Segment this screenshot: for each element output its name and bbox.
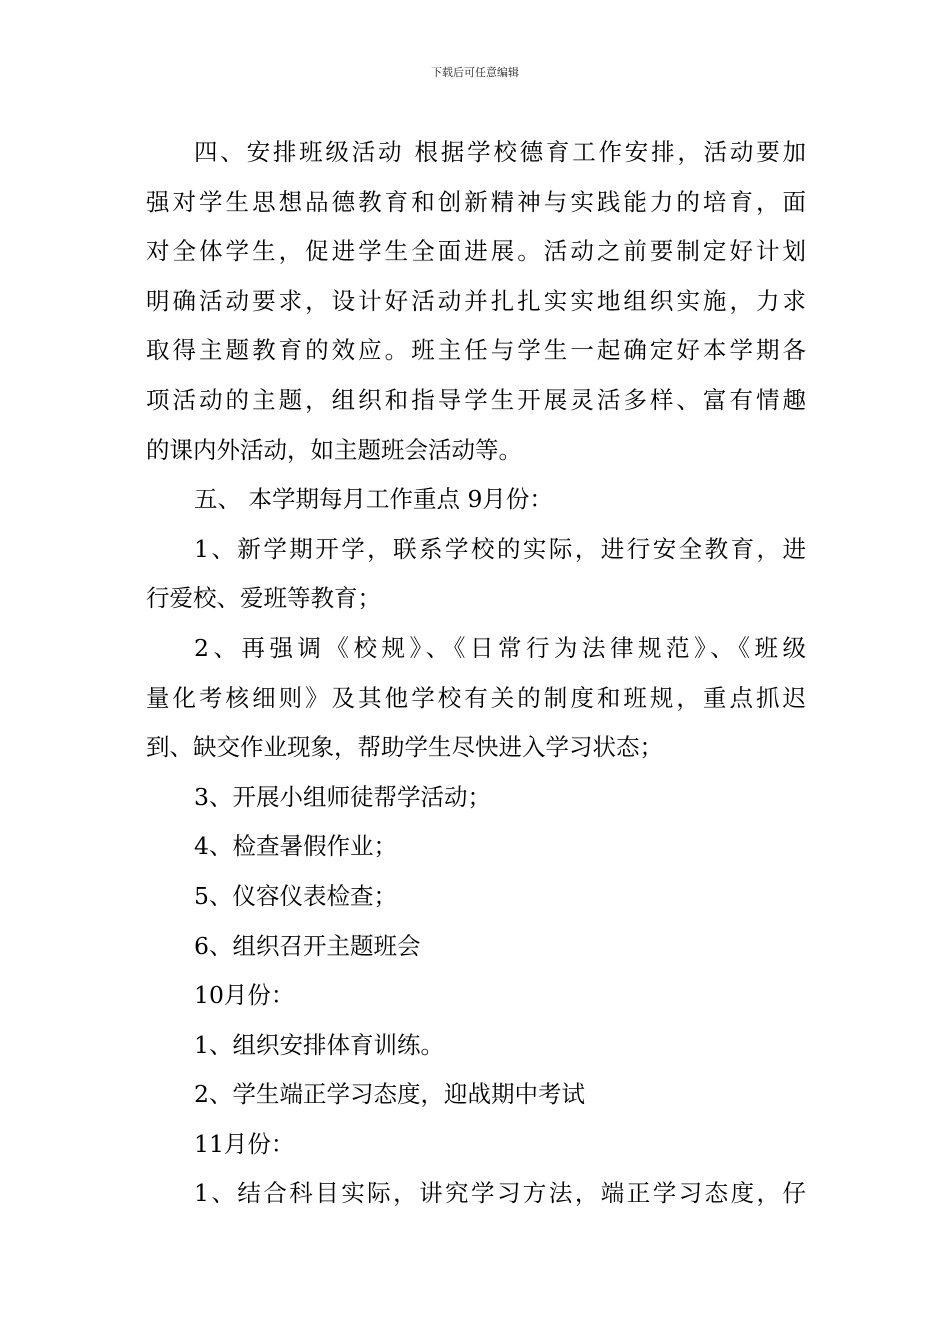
paragraph-line: 取得主题教育的效应。班主任与学生一起确定好本学期各 [146, 336, 806, 365]
list-item-line: 1、组织安排体育训练。 [194, 1030, 444, 1059]
month-heading: 10月份： [194, 981, 295, 1010]
month-heading: 11月份： [194, 1129, 295, 1158]
list-item-line: 2、再强调《校规》、《日常行为法律规范》、《班级 [194, 633, 806, 662]
paragraph-line: 强对学生思想品德教育和创新精神与实践能力的培育，面 [146, 187, 806, 216]
paragraph-line: 的课内外活动，如主题班会活动等。 [146, 435, 522, 464]
list-item-line: 1、结合科目实际，讲究学习方法，端正学习态度，仔 [194, 1179, 806, 1208]
list-item-line: 4、检查暑假作业； [194, 832, 397, 861]
list-item-line: 3、开展小组师徒帮学活动； [194, 782, 491, 811]
paragraph-line: 四、安排班级活动 根据学校德育工作安排，活动要加 [194, 138, 806, 166]
list-item-line: 量化考核细则》及其他学校有关的制度和班规，重点抓迟 [146, 683, 806, 712]
paragraph-line: 对全体学生，促进学生全面进展。活动之前要制定好计划 [146, 237, 806, 266]
page-header-note: 下载后可任意编辑 [431, 66, 519, 79]
list-item-line: 6、组织召开主题班会 [194, 931, 421, 960]
paragraph-line: 项活动的主题，组织和指导学生开展灵活多样、富有情趣 [146, 385, 806, 414]
list-item-line: 2、学生端正学习态度，迎战期中考试 [194, 1080, 585, 1109]
list-item-line: 5、仪容仪表检查； [194, 881, 397, 910]
document-body [146, 128, 806, 1219]
list-item-line: 到、缺交作业现象，帮助学生尽快进入学习状态； [146, 733, 663, 762]
list-item-line: 行爱校、爱班等教育； [146, 584, 381, 613]
section-heading: 五、 本学期每月工作重点 9月份： [194, 485, 553, 514]
paragraph-line: 明确活动要求，设计好活动并扎扎实实地组织实施，力求 [146, 286, 806, 315]
list-item-line: 1、新学期开学，联系学校的实际，进行安全教育，进 [194, 534, 806, 563]
